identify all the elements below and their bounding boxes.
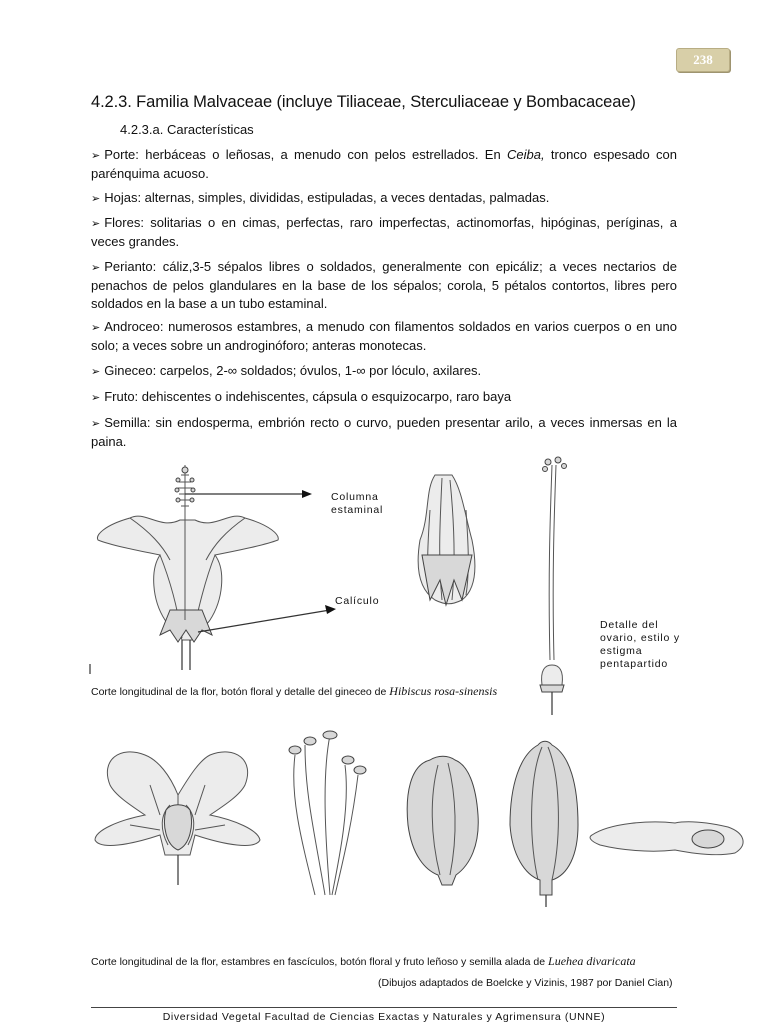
caption-text: Corte longitudinal de la flor, estambres en fascículos, botón floral y fruto leñoso y semilla alada de [91,956,549,968]
luehea-woody-fruit-drawing [510,741,578,907]
bullet-arrow-icon: ➢ [91,150,101,162]
footer-divider [91,1007,677,1008]
bullet-text: Porte: herbáceas o leñosas, a menudo con pelos estrellados. En [104,147,508,162]
bullet-fruto [91,388,677,407]
bullet-arrow-icon: ➢ [91,322,101,334]
bullet-arrow-icon: ➢ [91,218,101,230]
luehea-winged-seed-drawing [590,822,743,855]
bullet-porte [91,146,677,183]
caption-species: Hibiscus rosa-sinensis [389,684,498,698]
figure-credit: (Dibujos adaptados de Boelcke y Vizinis, 1987 por Daniel Cian) [378,977,673,989]
bullet-text-tail: tronco espesado con parénquima acuoso. [91,147,677,181]
bullet-hojas [91,189,677,208]
caption-text: Corte longitudinal de la flor, botón floral y detalle del gineceo de [91,686,390,698]
bullet-text: Gineceo: carpelos, 2-∞ soldados; óvulos, 1-∞ por lóculo, axilares. [104,363,482,378]
arrow-caliculo [198,605,336,632]
bullet-emphasis: Ceiba, [507,147,545,162]
hibiscus-flower-section-drawing [90,465,278,674]
caption-species: Luehea divaricata [548,954,636,968]
bullet-arrow-icon: ➢ [91,366,101,378]
bullet-gineceo [91,362,677,381]
bullet-text: Semilla: sin endosperma, embrión recto o curvo, pueden presentar arilo, a veces inmersas en la paina. [91,415,677,449]
bullet-text: Perianto: cáliz,3-5 sépalos libres o soldados, generalmente con epicáliz; a veces nectarios de penachos de pelos glandulares en la base de los sépalos; corola, 5 pétalos contortos, libres pero soldados en la base a un tubo estaminal. [91,259,677,311]
hibiscus-pistil-detail-drawing [540,457,567,715]
bullet-arrow-icon: ➢ [91,392,101,404]
bullet-arrow-icon: ➢ [91,418,101,430]
label-detalle-ovario: Detalle del ovario, estilo y estigma pentapartido [600,619,680,670]
luehea-floral-bud-drawing [407,756,478,885]
page-number-badge: 238 [676,48,730,72]
section-title: 4.2.3. Familia Malvaceae (incluye Tiliaceae, Sterculiaceae y Bombacaceae) [91,93,636,111]
bullet-androceo [91,318,677,355]
bullet-semilla [91,414,677,451]
hibiscus-floral-bud-drawing [418,475,475,605]
bullet-text: Fruto: dehiscentes o indehiscentes, cápsula o esquizocarpo, raro baya [104,389,512,404]
bullet-arrow-icon: ➢ [91,262,101,274]
bullet-text: Androceo: numerosos estambres, a menudo con filamentos soldados en varios cuerpos o en uno solo; a veces sobre un androginóforo; anteras monotecas. [91,319,677,353]
subsection-title: 4.2.3.a. Características [120,122,254,137]
bullet-arrow-icon: ➢ [91,193,101,205]
page-footer: Diversidad Vegetal Facultad de Ciencias Exactas y Naturales y Agrimensura (UNNE) [162,1011,606,1023]
bullet-text: Flores: solitarias o en cimas, perfectas, raro imperfectas, actinomorfas, hipóginas, períginas, a veces grandes. [91,215,677,249]
bullet-text: Hojas: alternas, simples, divididas, estipuladas, a veces dentadas, palmadas. [104,190,550,205]
label-columna-estaminal: Columna estaminal [331,491,384,516]
luehea-flower-section-drawing [95,752,260,885]
label-caliculo: Calículo [335,595,380,607]
arrow-columna-estaminal [185,490,312,498]
figure1-caption [91,684,497,699]
bullet-flores [91,214,677,251]
bullet-perianto [91,258,677,313]
figure-luehea [90,735,750,935]
luehea-stamen-fascicles-drawing [289,731,366,895]
figure2-caption [91,954,636,969]
